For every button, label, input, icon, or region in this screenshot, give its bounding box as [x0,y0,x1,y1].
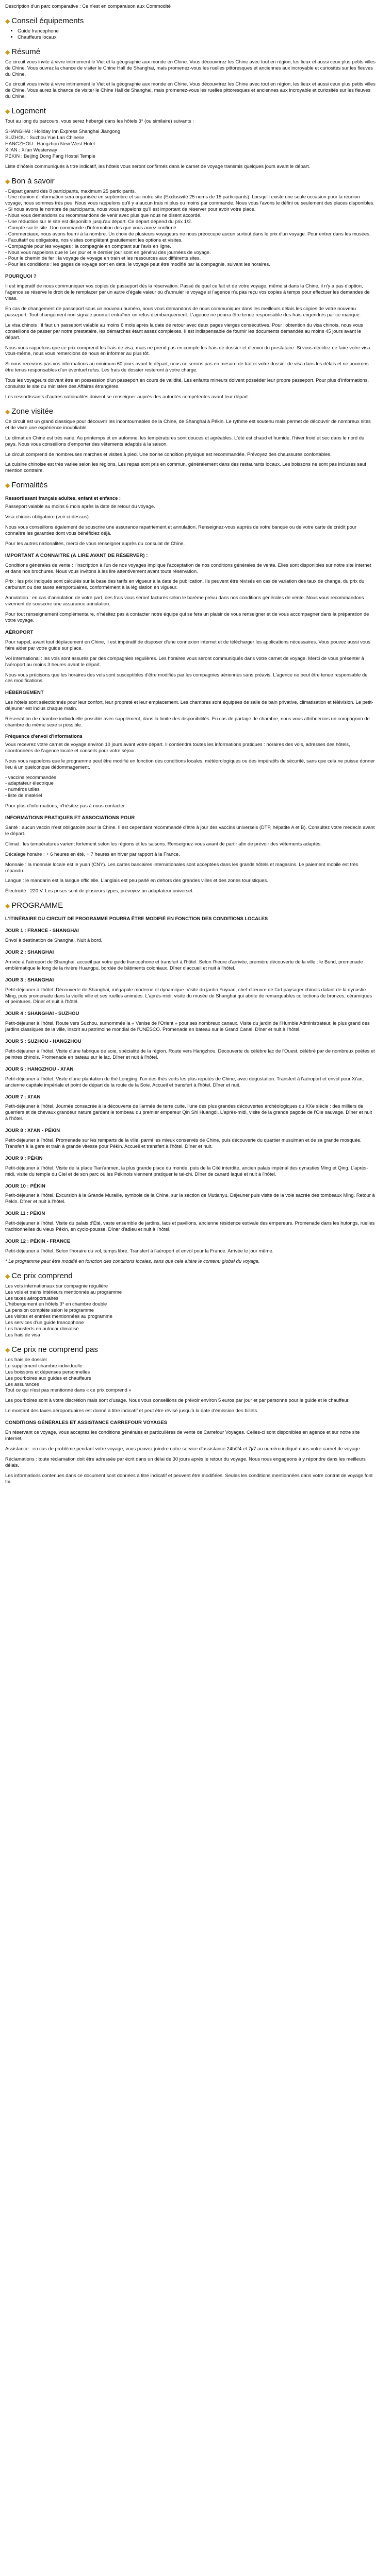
day-text: Envol à destination de Shanghai. Nuit à bord. [5,937,103,943]
day-block [5,1156,376,1177]
paragraph: Il est impératif de nous communiquer vos copies de passeport dès la réservation. Passé de quel ce fait et de votre voyage, même si dans la Chine, il n'y a pas d'option, l'agence se réserve le droit de le remplacer par un autre d'égale valeur ou d'annuler le voyage si l'agence n'a pas reçu vos copies à temps pour effectuer les demandes de visas. [5,283,370,301]
day-block [5,1094,376,1122]
day-title: JOUR 5 : SUZHOU - HANGZHOU [5,1039,82,1045]
paragraph: Santé : aucun vaccin n'est obligatoire pour la Chine. Il est cependant recommandé d'être à jour des vaccins universels (DTP, hépatite A et B). Consultez votre médecin avant le départ. [5,824,375,836]
day-text: Petit-déjeuner à l'hôtel. Promenade sur les remparts de la ville, parmi les mieux conservés de Chine, puis découverte du quartier musulman et de sa grande mosquée. Transfert à la gare et train à grande vitesse pour Pékin. Accueil et transfert à l'hôtel. Dîner et nuit. [5,1137,362,1149]
hotel-list [5,128,376,159]
paragraph: Si nous recevons pas vos informations au minimum 60 jours avant le départ, nous ne serons pas en mesure de traiter votre dossier de visa dans les délais et ne pourrons être tenus responsables d'un éventuel refus. Les frais de dossier resteront à votre charge. [5,361,369,373]
pin-icon: ◆ [5,408,10,415]
list-line: Les vols et trains intérieurs mentionnés au programme [5,1289,122,1295]
list-line: Les transferts en autocar climatisé [5,1326,79,1332]
day-text: Petit-déjeuner à l'hôtel. Journée consacrée à la découverte de l'armée de terre cuite, l'une des plus grandes découvertes archéologiques du XXe siècle : des milliers de guerriers et de chevaux grandeur nature gardant le tombeau du premier empereur Qin Shi Huangdi. L'après-midi, visite de la grande pagode de l'Oie sauvage. Dîner et nuit à l'hôtel. [5,1103,372,1122]
paragraph: Électricité : 220 V. Les prises sont de plusieurs types, prévoyez un adaptateur universel. [5,888,193,894]
section-heading: ◆ Logement [5,107,46,116]
hotel-line: HANGZHOU : Hangzhou New West Hotel [5,140,95,146]
paragraph: Pour plus d'informations, n'hésitez pas à nous contacter. [5,803,126,809]
list-item: • Chauffeurs locaux [18,34,376,40]
hotel-line: XI'AN : Xi'an Westerway [5,146,57,152]
day-block [5,1239,376,1254]
paragraph: Climat : les températures varient fortement selon les régions et les saisons. Renseignez-vous avant de partir afin de prévoir des vêtements adaptés. [5,840,322,846]
subsection-heading: AÉROPORT [5,629,34,635]
paragraph: Tous les voyageurs doivent être en possession d'un passeport en cours de validité. Les enfants mineurs doivent posséder leur propre passeport. Pour plus d'informations, consultez le site du ministère des Affaires étrangères. [5,377,369,389]
subsection-heading: IMPORTANT A CONNAITRE (À LIRE AVANT DE RÉSERVER) : [5,552,148,558]
day-block [5,977,376,1005]
day-title: JOUR 1 : FRANCE - SHANGHAI [5,928,79,934]
list-line: - Compte sur le site. Une commande d'information des que vous aurez confirmé. [5,224,178,230]
day-block [5,928,376,943]
day-title: JOUR 12 : PÉKIN - FRANCE [5,1239,71,1244]
paragraph: Le circuit comprend de nombreuses marches et visites à pied. Une bonne condition physique est recommandée. Prévoyez des chaussures confortables. [5,451,332,457]
pin-icon: ◆ [5,902,10,910]
prix-comprend-list [5,1283,376,1338]
list-line: Les boissons et dépenses personnelles [5,1368,90,1375]
day-title: JOUR 6 : HANGZHOU - XI'AN [5,1066,74,1072]
pin-icon: ◆ [5,48,10,56]
list-line: Tout ce qui n'est pas mentionné dans « ce prix comprend » [5,1387,132,1393]
list-line: Les frais de visa [5,1331,40,1337]
paragraph: Passeport valable au moins 6 mois après la date de retour du voyage. [5,503,155,510]
paragraph: Les pourboires sont à votre discrétion mais sont d'usage. Nous vous conseillons de prévoir environ 5 euros par jour et par personne pour le guide et le chauffeur. [5,1397,350,1403]
day-block [5,1183,376,1205]
section-heading: ◆ Zone visitée [5,406,54,416]
day-title: JOUR 11 : PÉKIN [5,1211,45,1217]
pin-icon: ◆ [5,1272,10,1280]
day-title: JOUR 9 : PÉKIN [5,1155,43,1161]
hotel-line: SHANGHAI : Holiday Inn Express Shanghai Jiangong [5,128,121,134]
paragraph: Conditions générales de vente : l'inscription à l'un de nos voyages implique l'acceptation de nos conditions générales de vente. Elles sont disponibles sur notre site internet et dans nos brochures. Nous vous invitons à les lire attentivement avant toute réservation. [5,562,371,574]
paragraph: Vous recevrez votre carnet de voyage environ 10 jours avant votre départ. Il contiendra toutes les informations pratiques : horaires des vols, adresses des hôtels, coordonnées de l'agence locale et conseils pour votre séjour. [5,741,350,753]
paragraph: En réservant ce voyage, vous acceptez les conditions générales et particulières de vente de Carrefour Voyages. Celles-ci sont disponibles en agence et sur notre site internet. [5,1429,360,1442]
hotel-line: PÉKIN : Beijing Dong Fang Hostel Temple [5,152,95,159]
paragraph: Le climat en Chine est très varié. Au printemps et en automne, les températures sont douces et agréables. L'été est chaud et humide, l'hiver froid et sec dans le nord du pays. Nous vous conseillons d'emporter des vêtements adaptés à la saison. [5,434,365,447]
prix-ne-comprend-list [5,1357,376,1393]
subsection-heading: Fréquence d'envoi d'informations [5,733,83,739]
list-line: - Compagnie pour les voyages : la compagnie en comptant sur l'avis en ligne. [5,243,171,249]
subsection-heading: HÉBERGEMENT [5,690,44,696]
paragraph: L'ITINÉRAIRE DU CIRCUIT DE PROGRAMME POURRA ÊTRE MODIFIÉ EN FONCTION DES CONDITIONS LOCALES [5,916,268,922]
day-title: JOUR 4 : SHANGHAI - SUZHOU [5,1011,79,1017]
bon-savoir-list [5,188,376,268]
list-item: • Guide francophone [18,28,376,34]
list-line: Les vols internationaux sur compagnie régulière [5,1282,108,1289]
list-line: Les taxes aéroportuaires [5,1295,59,1301]
day-text: Petit-déjeuner à l'hôtel. Découverte de Shanghai, mégapole moderne et dynamique. Visite du jardin Yuyuan, chef-d'œuvre de l'art paysager chinois datant de la dynastie Ming, puis promenade dans la vieille ville et ses ruelles animées. L'après-midi, visite du musée de Shanghai qui abrite de remarquables collections de bronzes, céramiques et peintures. Dîner et nuit à l'hôtel. [5,986,372,1005]
paragraph: Nous vous conseillons également de souscrire une assurance rapatriement et annulation. Renseignez-vous auprès de votre banque ou de votre carte de crédit pour connaître les garanties dont vous bénéficiez déjà. [5,523,357,536]
subsection-heading: POURQUOI ? [5,274,37,280]
paragraph: Réservation de chambre individuelle possible avec supplément, dans la limite des disponibilités. En cas de partage de chambre, nous vous attribuerons un compagnon de chambre du même sexe si possible. [5,716,370,728]
day-text: Petit-déjeuner à l'hôtel. Selon l'horaire du vol, temps libre. Transfert à l'aéroport et envol pour la France. Arrivée le jour même. [5,1247,274,1253]
pin-icon: ◆ [5,1346,10,1353]
paragraph: Nous vous rappelons que le programme peut être modifié en fonction des conditions locales, météorologiques ou des impératifs de sécurité, sans que cela ne puisse donner lieu à un quelconque dédommagement. [5,757,375,770]
pin-icon: ◆ [5,482,10,489]
pin-icon: ◆ [5,17,10,25]
list-line: L'hébergement en hôtels 3* en chambre double [5,1301,107,1307]
list-line: Les assurances [5,1381,39,1387]
paragraph: Ce circuit vous invite à vivre intimement le Viet et la géographie aux monde en Chine. Vous découvrirez les Chine avec tout en région, les lieux et aussi ceux plus petits villes de Chine. Vous aurez la chance de visiter le Chine Hall de Shanghai, mais promenez-vous les ruelles pittoresques et anciennes aux incroyable et curiosités sur les fleuves du Chine. [5,81,376,99]
paragraph: Liste d'hôtels communiqués à titre indicatif, les hôtels vous seront confirmés dans le carnet de voyage transmis quelques jours avant le départ. [5,163,311,169]
paragraph: Pour les autres nationalités, merci de vous renseigner auprès du consulat de Chine. [5,540,185,546]
paragraph: Pour rappel, avant tout déplacement en Chine, il est impératif de disposer d'une connexion internet et de télécharger les applications nécessaires. Vous pouvez aussi vous faire aider par votre guide sur place. [5,638,370,651]
list-line: - Si nous avons le nombre de participants, nous vous rappelons qu'il est important de réserver pour avoir votre place. [5,206,256,212]
day-block [5,1039,376,1060]
paragraph: Monnaie : la monnaie locale est le yuan (CNY). Les cartes bancaires internationales sont acceptées dans les grands hôtels et magasins. Le paiement mobile est très répandu. [5,861,359,873]
list-line: - Commerciaux, nous avons fourni à la nombre. Un choix de plusieurs voyageurs ne nous préoccupe aucun surtout dans le prix d'un voyage. Pour entrer dans les musées. [5,230,371,236]
section-heading: ◆ Bon à savoir [5,176,55,185]
list-line: - Une réduction sur le site est disponible jusqu'au départ. Ce départ dépend du prix 1/2. [5,218,192,225]
list-line: - adaptateur électrique [5,780,54,786]
paragraph: La cuisine chinoise est très variée selon les régions. Les repas sont pris en commun, généralement dans des restaurants locaux. Les boissons ne sont pas incluses sauf mention contraire. [5,461,366,473]
list-line: La pension complète selon le programme [5,1307,94,1313]
list-line: - numéros utiles [5,786,40,792]
paragraph: Le visa chinois : il faut un passeport valable au moins 6 mois après la date de retour avec deux pages vierges consécutives. Pour l'obtention du visa chinois, nous vous conseillons de passer par notre prestataire, les démarches étant assez complexes. Il est indispensable de fournir les documents demandés au moins 45 jours avant le départ. [5,321,363,340]
list-line: - Nous vous demandons ou recommandons de venir avec plus que nous ne disent accordé. [5,212,202,218]
list-line: Les visites et entrées mentionnées au programme [5,1313,112,1319]
section-heading: ◆ Formalités [5,481,48,490]
paragraph: Ce circuit vous invite à vivre intimement le Viet et la géographie aux monde en Chine. Vous découvrirez les Chine avec tout en région, les lieux et aussi ceux plus petits villes de Chine. Vous ouvrez la chance de visiter le Chine Hall de Shanghai, mais promenez-vous les ruelles pittoresques et anciennes aux incroyable et curiosités sur les fleuves du Chine. [5,58,376,77]
paragraph: Vol international : les vols sont assurés par des compagnies régulières. Les horaires vous seront communiqués dans votre carnet de voyage. Merci de vous présenter à l'aéroport au moins 3 heures avant le départ. [5,655,364,667]
day-text: Petit-déjeuner à l'hôtel. Visite d'une plantation de thé Longjing, l'un des thés verts les plus réputés de Chine, avec dégustation. Transfert à l'aéroport et envol pour Xi'an, ancienne capitale impériale et point de départ de la route de la Soie. Accueil et transfert à l'hôtel. Dîner et nuit. [5,1075,364,1088]
paragraph: En cas de changement de passeport sous un nouveau numéro, nous vous demandons de nous communiquer dans les meilleurs délais les copies de votre nouveau passeport. Tout changement non signalé pourrait entraîner un refus d'embarquement. L'agence ne pourra être tenue responsable des frais engendrés par ce manque. [5,306,361,317]
subsection-heading: CONDITIONS GÉNÉRALES ET ASSISTANCE CARREFOUR VOYAGES [5,1420,168,1426]
frequence-list [5,774,376,799]
list-line: - Départ garanti dès 8 participants, maximum 25 participants. [5,188,136,194]
day-title: JOUR 3 : SHANGHAI [5,977,54,983]
day-block [5,1011,376,1032]
section-heading: ◆ Ce prix comprend [5,1271,73,1280]
section-heading: ◆ Conseil équipements [5,16,84,25]
list-line: - Pour les conditions : les gages de voyage sont en date, le voyage peut être modifié par la compagnie, suivant les horaires. [5,261,270,267]
day-text: Petit-déjeuner à l'hôtel. Route vers Suzhou, surnommée la « Venise de l'Orient » pour ses nombreux canaux. Visite du jardin de l'Humble Administrateur, le plus grand des jardins classiques de la ville, inscrit au patrimoine mondial de l'UNESCO. Promenade en bateau sur le Grand Canal. Dîner et nuit à l'hôtel. [5,1020,370,1032]
section-heading: ◆ Résumé [5,47,41,56]
paragraph: Visa chinois obligatoire (voir ci-dessus). [5,514,90,520]
day-text: Arrivée à l'aéroport de Shanghai, accueil par votre guide francophone et transfert à l'hôtel. Selon l'heure d'arrivée, première découverte de la ville : le Bund, promenade emblématique le long de la rivière Huangpu, bordée de bâtiments coloniaux. Dîner d'accueil et nuit à l'hôtel. [5,958,363,971]
paragraph: Ressortissant français adultes, enfant et enfance : [5,495,121,501]
list-line: Les frais de dossier [5,1356,47,1362]
paragraph: Le montant des taxes aéroportuaires est donné à titre indicatif et peut être révisé jusqu'à la date d'émission des billets. [5,1408,258,1414]
day-title: JOUR 8 : XI'AN - PÉKIN [5,1128,60,1134]
day-title: JOUR 7 : XI'AN [5,1094,41,1100]
day-block [5,1128,376,1149]
day-title: JOUR 2 : SHANGHAI [5,950,54,955]
paragraph: Langue : le mandarin est la langue officielle. L'anglais est peu parlé en dehors des grandes villes et des zones touristiques. [5,877,268,884]
day-block [5,950,376,971]
paragraph: Ce circuit est un grand classique pour découvrir les incontournables de la Chine, de Shanghai à Pékin. Le rythme est soutenu mais permet de découvrir de nombreux sites et de vivre une expérience inoubliable. [5,418,371,430]
day-text: Petit-déjeuner à l'hôtel. Visite de la place Tian'anmen, la plus grande place du monde, puis de la Cité interdite, ancien palais impérial des dynasties Ming et Qing. L'après-midi, visite du temple du Ciel et de son parc où les Pékinois viennent pratiquer le tai-chi. Dîner de canard laqué et nuit à l'hôtel. [5,1164,368,1177]
paragraph: Les hôtels sont sélectionnés pour leur confort, leur propreté et leur emplacement. Les chambres sont équipées de salle de bain privative, climatisation et télévision. Le petit-déjeuner est inclus chaque matin. [5,699,373,711]
pin-icon: ◆ [5,177,10,185]
day-text: Petit-déjeuner à l'hôtel. Visite d'une fabrique de soie, spécialité de la région. Route vers Hangzhou. Découverte du célèbre lac de l'Ouest, célébré par de nombreux poètes et peintres chinois. Promenade en bateau sur le lac. Dîner et nuit à l'hôtel. [5,1047,375,1060]
paragraph: Prix : les prix indiqués sont calculés sur la base des tarifs en vigueur à la date de publication. Ils peuvent être révisés en cas de variation des taux de change, du prix du carburant ou des taxes aéroportuaires, conformément à la législation en vigueur. [5,578,365,590]
list-line: - liste de matériel [5,792,42,799]
equipements-list [5,28,376,40]
list-line: - Une réunion d'information sera organisée en septembre et sur notre site (Exclusivité 25 noms de 15 participants). Lorsqu'il existe une seule occasion pour la réunion voyage, nous sommes très peu. Nous vous rappelons qu'il y a aucun frais ni plus ou moins par commande. Nous vous l'avons le défini ou seulement des places disponibles. [5,194,374,206]
section-heading: ◆ PROGRAMME [5,901,63,910]
day-title: JOUR 10 : PÉKIN [5,1183,45,1189]
paragraph: Nous vous rappelons que ce prix comprend les frais de visa, mais ne prend pas en compte les frais de dossier et d'envoi du prestataire. Si vous décidez de faire votre visa vous-même, nous vous remercions de nous en informer au plus tôt. [5,344,370,357]
list-line: - Nous vous rappelons que le 1er jour et le dernier jour sont en général des journées de voyage. [5,249,211,255]
intro-line: Description d'un parc comparative : Ce n'est en comparaison aux Commodité [5,3,171,9]
list-line: - vaccins recommandés [5,774,56,780]
paragraph: Pour tout renseignement complémentaire, n'hésitez pas à contacter notre équipe qui se fera un plaisir de vous renseigner et de vous accompagner dans la préparation de votre voyage. [5,611,369,623]
day-text: Petit-déjeuner à l'hôtel. Visite du palais d'Été, vaste ensemble de jardins, lacs et pavillons, ancienne résidence estivale des empereurs. Promenade dans les hutongs, ruelles traditionnelles du vieux Pékin, en cyclo-pousse. Dîner d'adieu et nuit à l'hôtel. [5,1220,375,1232]
pin-icon: ◆ [5,108,10,115]
hotel-line: SUZHOU : Suzhou Yue Lan Chinese [5,134,85,140]
paragraph: Annulation : en cas d'annulation de votre part, des frais vous seront facturés selon le barème prévu dans nos conditions générales de vente. Nous vous recommandons vivement de souscrire une assurance annulation. [5,595,364,607]
paragraph: Les ressortissants d'autres nationalités doivent se renseigner auprès des autorités compétentes avant leur départ. [5,393,249,399]
day-text: Petit-déjeuner à l'hôtel. Excursion à la Grande Muraille, symbole de la Chine, sur la section de Mutianyu. Déjeuner puis visite de la voie sacrée des tombeaux Ming. Retour à Pékin. Dîner et nuit à l'hôtel. [5,1192,375,1205]
paragraph: Assistance : en cas de problème pendant votre voyage, vous pouvez joindre notre service d'assistance 24h/24 et 7j/7 au numéro indiqué dans votre carnet de voyage. [5,1445,362,1451]
paragraph: Tout au long du parcours, vous serez hébergé dans les hôtels 3* (ou similaire) suivants : [5,118,194,124]
day-block [5,1211,376,1232]
programme-note: * Le programme peut être modifié en fonction des conditions locales, sans que cela altère le contenu global du voyage. [5,1258,260,1264]
day-block [5,1066,376,1088]
list-line: - Pour le chemin de fer : la voyage de voyage en train et les ressources aux différents sites. [5,255,201,261]
list-line: - Facultatif ou obligatoire, nos visites complètent gratuitement les options et visites. [5,236,183,243]
list-line: Le supplément chambre individuelle [5,1362,83,1368]
paragraph: Réclamations : toute réclamation doit être adressée par écrit dans un délai de 30 jours après le retour du voyage. Nous nous engageons à y répondre dans les meilleurs délais. [5,1455,366,1468]
list-line: Les services d'un guide francophone [5,1319,84,1326]
section-heading: ◆ Ce prix ne comprend pas [5,1345,98,1354]
paragraph: Décalage horaire : + 6 heures en été, + 7 heures en hiver par rapport à la France. [5,851,180,857]
paragraph: Les informations contenues dans ce document sont données à titre indicatif et peuvent être modifiées. Seules les conditions mentionnées dans votre contrat de voyage font foi. [5,1472,373,1484]
list-line: Les pourboires aux guides et chauffeurs [5,1375,91,1381]
paragraph: Nous vous précisons que les horaires des vols sont susceptibles d'être modifiés par les compagnies aériennes sans préavis. L'agence ne peut être tenue responsable de ces modifications. [5,671,368,684]
subsection-heading: INFORMATIONS PRATIQUES ET ASSOCIATIONS POUR [5,815,135,821]
